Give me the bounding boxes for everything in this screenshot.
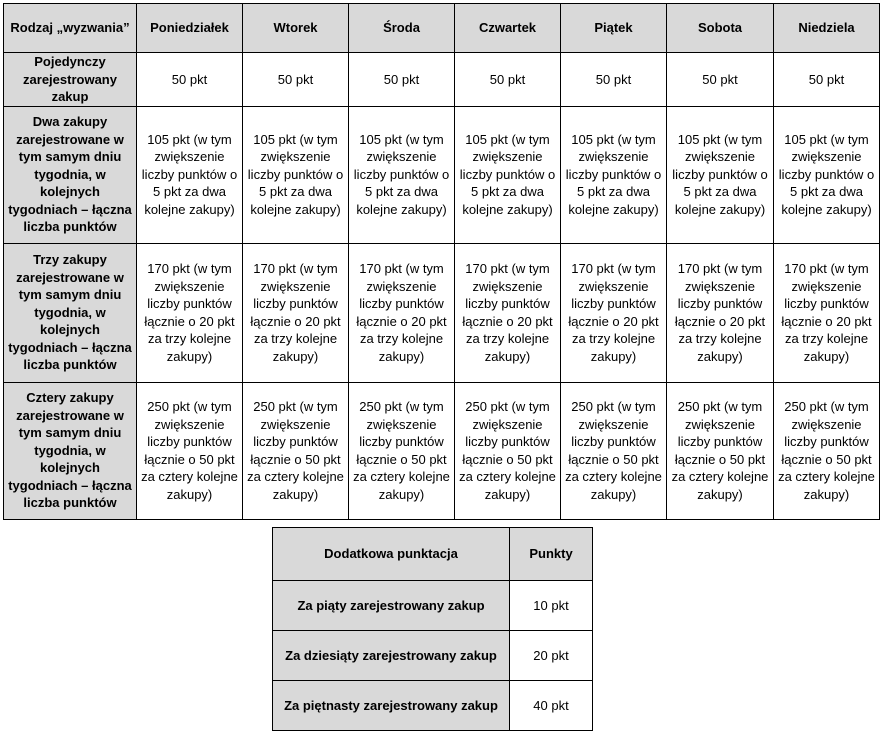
table-cell: 50 pkt: [243, 53, 349, 107]
header-monday: Poniedziałek: [137, 4, 243, 53]
table-cell: 170 pkt (w tym zwiększenie liczby punktów łącznie o 20 pkt za trzy kolejne zakupy): [349, 243, 455, 382]
bonus-header-row: [273, 528, 593, 581]
header-tuesday: Wtorek: [243, 4, 349, 53]
table-cell: 250 pkt (w tym zwiększenie liczby punktów łącznie o 50 pkt za cztery kolejne zakupy): [774, 382, 880, 519]
table-row: [4, 53, 880, 107]
header-wednesday: Środa: [349, 4, 455, 53]
table-cell: 250 pkt (w tym zwiększenie liczby punktów łącznie o 50 pkt za cztery kolejne zakupy): [349, 382, 455, 519]
table-cell: 105 pkt (w tym zwiększenie liczby punktów o 5 pkt za dwa kolejne zakupy): [774, 106, 880, 243]
row-label-four-purchases: Cztery zakupy zarejestrowane w tym samym dniu tygodnia, w kolejnych tygodniach – łączna liczba punktów: [4, 382, 137, 519]
header-row: [4, 4, 880, 53]
header-saturday: Sobota: [667, 4, 774, 53]
row-label-two-purchases: Dwa zakupy zarejestrowane w tym samym dniu tygodnia, w kolejnych tygodniach – łączna liczba punktów: [4, 106, 137, 243]
table-cell: 250 pkt (w tym zwiększenie liczby punktów łącznie o 50 pkt za cztery kolejne zakupy): [667, 382, 774, 519]
table-cell: 105 pkt (w tym zwiększenie liczby punktów o 5 pkt za dwa kolejne zakupy): [243, 106, 349, 243]
table-row: [4, 106, 880, 243]
header-thursday: Czwartek: [455, 4, 561, 53]
table-cell: 50 pkt: [349, 53, 455, 107]
table-cell: 170 pkt (w tym zwiększenie liczby punktów łącznie o 20 pkt za trzy kolejne zakupy): [243, 243, 349, 382]
table-cell: 50 pkt: [561, 53, 667, 107]
bonus-value: 20 pkt: [510, 631, 593, 681]
bonus-label: Za piętnasty zarejestrowany zakup: [273, 681, 510, 731]
header-challenge-type: Rodzaj „wyzwania”: [4, 4, 137, 53]
table-row: [273, 681, 593, 731]
table-row: [4, 382, 880, 519]
challenge-points-table: [3, 3, 880, 520]
table-cell: 105 pkt (w tym zwiększenie liczby punktów o 5 pkt za dwa kolejne zakupy): [349, 106, 455, 243]
row-label-three-purchases: Trzy zakupy zarejestrowane w tym samym dniu tygodnia, w kolejnych tygodniach – łączna liczba punktów: [4, 243, 137, 382]
table-cell: 50 pkt: [667, 53, 774, 107]
bonus-label: Za dziesiąty zarejestrowany zakup: [273, 631, 510, 681]
table-cell: 105 pkt (w tym zwiększenie liczby punktów o 5 pkt za dwa kolejne zakupy): [137, 106, 243, 243]
table-cell: 50 pkt: [455, 53, 561, 107]
table-cell: 105 pkt (w tym zwiększenie liczby punktów o 5 pkt za dwa kolejne zakupy): [667, 106, 774, 243]
table-cell: 170 pkt (w tym zwiększenie liczby punktów łącznie o 20 pkt za trzy kolejne zakupy): [774, 243, 880, 382]
bonus-value: 40 pkt: [510, 681, 593, 731]
bonus-label: Za piąty zarejestrowany zakup: [273, 581, 510, 631]
table-cell: 105 pkt (w tym zwiększenie liczby punktów o 5 pkt za dwa kolejne zakupy): [455, 106, 561, 243]
bonus-points-table: [272, 527, 593, 731]
table-row: [4, 243, 880, 382]
table-cell: 250 pkt (w tym zwiększenie liczby punktów łącznie o 50 pkt za cztery kolejne zakupy): [243, 382, 349, 519]
table-row: [273, 581, 593, 631]
header-sunday: Niedziela: [774, 4, 880, 53]
table-cell: 50 pkt: [137, 53, 243, 107]
table-cell: 250 pkt (w tym zwiększenie liczby punktów łącznie o 50 pkt za cztery kolejne zakupy): [137, 382, 243, 519]
table-cell: 170 pkt (w tym zwiększenie liczby punktów łącznie o 20 pkt za trzy kolejne zakupy): [667, 243, 774, 382]
header-friday: Piątek: [561, 4, 667, 53]
table-cell: 170 pkt (w tym zwiększenie liczby punktów łącznie o 20 pkt za trzy kolejne zakupy): [137, 243, 243, 382]
row-label-single-purchase: Pojedynczy zarejestrowany zakup: [4, 53, 137, 107]
header-points: Punkty: [510, 528, 593, 581]
table-cell: 50 pkt: [774, 53, 880, 107]
table-cell: 250 pkt (w tym zwiększenie liczby punktów łącznie o 50 pkt za cztery kolejne zakupy): [561, 382, 667, 519]
table-cell: 250 pkt (w tym zwiększenie liczby punktów łącznie o 50 pkt za cztery kolejne zakupy): [455, 382, 561, 519]
table-cell: 170 pkt (w tym zwiększenie liczby punktów łącznie o 20 pkt za trzy kolejne zakupy): [561, 243, 667, 382]
table-cell: 105 pkt (w tym zwiększenie liczby punktów o 5 pkt za dwa kolejne zakupy): [561, 106, 667, 243]
table-row: [273, 631, 593, 681]
header-bonus-scoring: Dodatkowa punktacja: [273, 528, 510, 581]
table-cell: 170 pkt (w tym zwiększenie liczby punktów łącznie o 20 pkt za trzy kolejne zakupy): [455, 243, 561, 382]
bonus-value: 10 pkt: [510, 581, 593, 631]
